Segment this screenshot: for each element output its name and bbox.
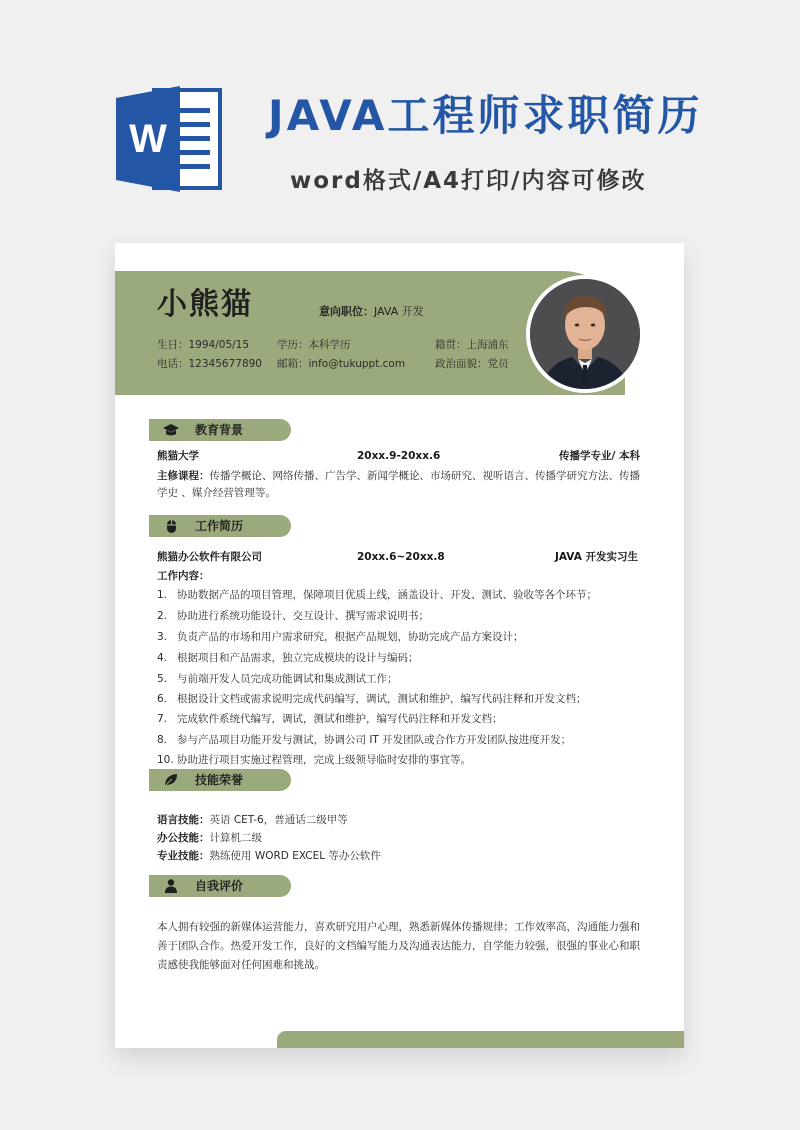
courses-paragraph [157, 468, 647, 502]
education-title: 教育背景 [195, 423, 244, 437]
banner-title: JAVA工程师求职简历 [268, 91, 703, 140]
word-document-icon [116, 84, 228, 194]
resume-page [115, 243, 684, 1048]
political-info: 政治面貌：党员 [435, 358, 509, 370]
office-skill [157, 831, 262, 846]
section-education [149, 419, 291, 441]
work-item-number: 8. [157, 734, 168, 746]
phone-info: 电话：12345677890 [157, 358, 262, 370]
work-item-number: 7. [157, 713, 168, 725]
work-item-text: 负责产品的市场和用户需求研究，根据产品规划，协助完成产品方案设计； [177, 631, 524, 643]
professional-skill-value: 熟练使用 WORD EXCEL 等办公软件 [209, 850, 381, 862]
company-name: 熊猫办公软件有限公司 [157, 551, 262, 563]
education-period: 20xx.9-20xx.6 [357, 450, 441, 462]
education-major: 传播学专业/ 本科 [559, 450, 640, 462]
office-skill-value: 计算机二级 [209, 832, 262, 844]
work-item-text: 与前端开发人员完成功能调试和集成测试工作； [177, 673, 398, 685]
work-list-item [157, 692, 587, 706]
hometown-info: 籍贯：上海浦东 [435, 339, 509, 351]
work-item-text: 根据设计文档或需求说明完成代码编写，调试，测试和维护，编写代码注释和开发文档； [177, 693, 587, 705]
courses-text: 传播学概论、网络传播、广告学、新闻学概论、市场研究、视听语言、传播学研究方法、传播学史 、媒介经营管理等。 [157, 470, 640, 499]
work-list-item [157, 733, 571, 747]
footer-band [277, 1031, 684, 1048]
self-eval-text: 本人拥有较强的新媒体运营能力，喜欢研究用户心理，熟悉新媒体传播规律；工作效率高，沟通能力强和善于团队合作。热爱开发工作，良好的文档编写能力及沟通表达能力，自学能力较强，很强的事业心和职责感使我能够面对任何困难和挑战。 [157, 921, 640, 971]
work-list-item [157, 609, 429, 623]
leaf-icon [163, 772, 179, 788]
skills-title: 技能荣誉 [195, 773, 244, 787]
work-list-item [157, 672, 398, 686]
language-skill [157, 813, 348, 828]
work-item-number: 1. [157, 589, 168, 601]
banner-subtitle: word格式/A4打印/内容可修改 [290, 168, 647, 194]
birth-info: 生日：1994/05/15 [157, 339, 250, 351]
professional-skill [157, 849, 381, 864]
intent-label: 意向职位： [319, 305, 374, 318]
email-info: 邮箱：info@tukuppt.com [277, 358, 406, 370]
work-list-item [157, 588, 597, 602]
professional-skill-label: 专业技能： [157, 850, 210, 862]
work-list-item [157, 651, 419, 665]
work-item-number: 2. [157, 610, 168, 622]
profile-photo [526, 275, 644, 393]
work-item-text: 根据项目和产品需求，独立完成模块的设计与编码； [177, 652, 419, 664]
education-info: 学历：本科学历 [277, 339, 351, 351]
work-list-item [157, 630, 524, 644]
work-content-label: 工作内容： [157, 570, 210, 582]
work-item-text: 协助进行项目实施过程管理，完成上级领导临时安排的事宜等。 [177, 754, 471, 766]
work-item-number: 10. [157, 754, 174, 766]
person-icon [163, 878, 179, 894]
intent-position [319, 303, 424, 319]
office-skill-label: 办公技能： [157, 832, 210, 844]
work-title: 工作简历 [195, 519, 244, 533]
intent-value: JAVA 开发 [374, 305, 424, 318]
word-icon-letter: W [129, 117, 167, 161]
work-item-number: 4. [157, 652, 168, 664]
section-work [149, 515, 291, 537]
self-eval-title: 自我评价 [195, 879, 244, 893]
work-item-text: 协助数据产品的项目管理，保障项目优质上线，涵盖设计、开发、测试、验收等各个环节； [177, 589, 597, 601]
work-position: JAVA 开发实习生 [554, 551, 638, 563]
work-item-text: 参与产品项目功能开发与测试，协调公司 IT 开发团队或合作方开发团队按进度开发； [177, 734, 572, 746]
school-name: 熊猫大学 [157, 450, 199, 462]
language-skill-label: 语言技能： [157, 814, 210, 826]
work-item-text: 协助进行系统功能设计、交互设计、撰写需求说明书； [177, 610, 429, 622]
work-list-item [157, 753, 471, 767]
graduation-cap-icon [163, 422, 179, 438]
language-skill-value: 英语 CET-6，普通话二级甲等 [209, 814, 348, 826]
section-self-eval [149, 875, 291, 897]
work-item-number: 5. [157, 673, 168, 685]
work-list-item [157, 712, 503, 726]
work-item-number: 3. [157, 631, 168, 643]
work-period: 20xx.6~20xx.8 [357, 551, 445, 563]
section-skills [149, 769, 291, 791]
candidate-name: 小熊猫 [157, 287, 253, 322]
work-item-number: 6. [157, 693, 168, 705]
mouse-icon [163, 518, 179, 534]
courses-label: 主修课程： [157, 470, 210, 482]
work-item-text: 完成软件系统代编写，调试，测试和维护，编写代码注释和开发文档； [177, 713, 503, 725]
